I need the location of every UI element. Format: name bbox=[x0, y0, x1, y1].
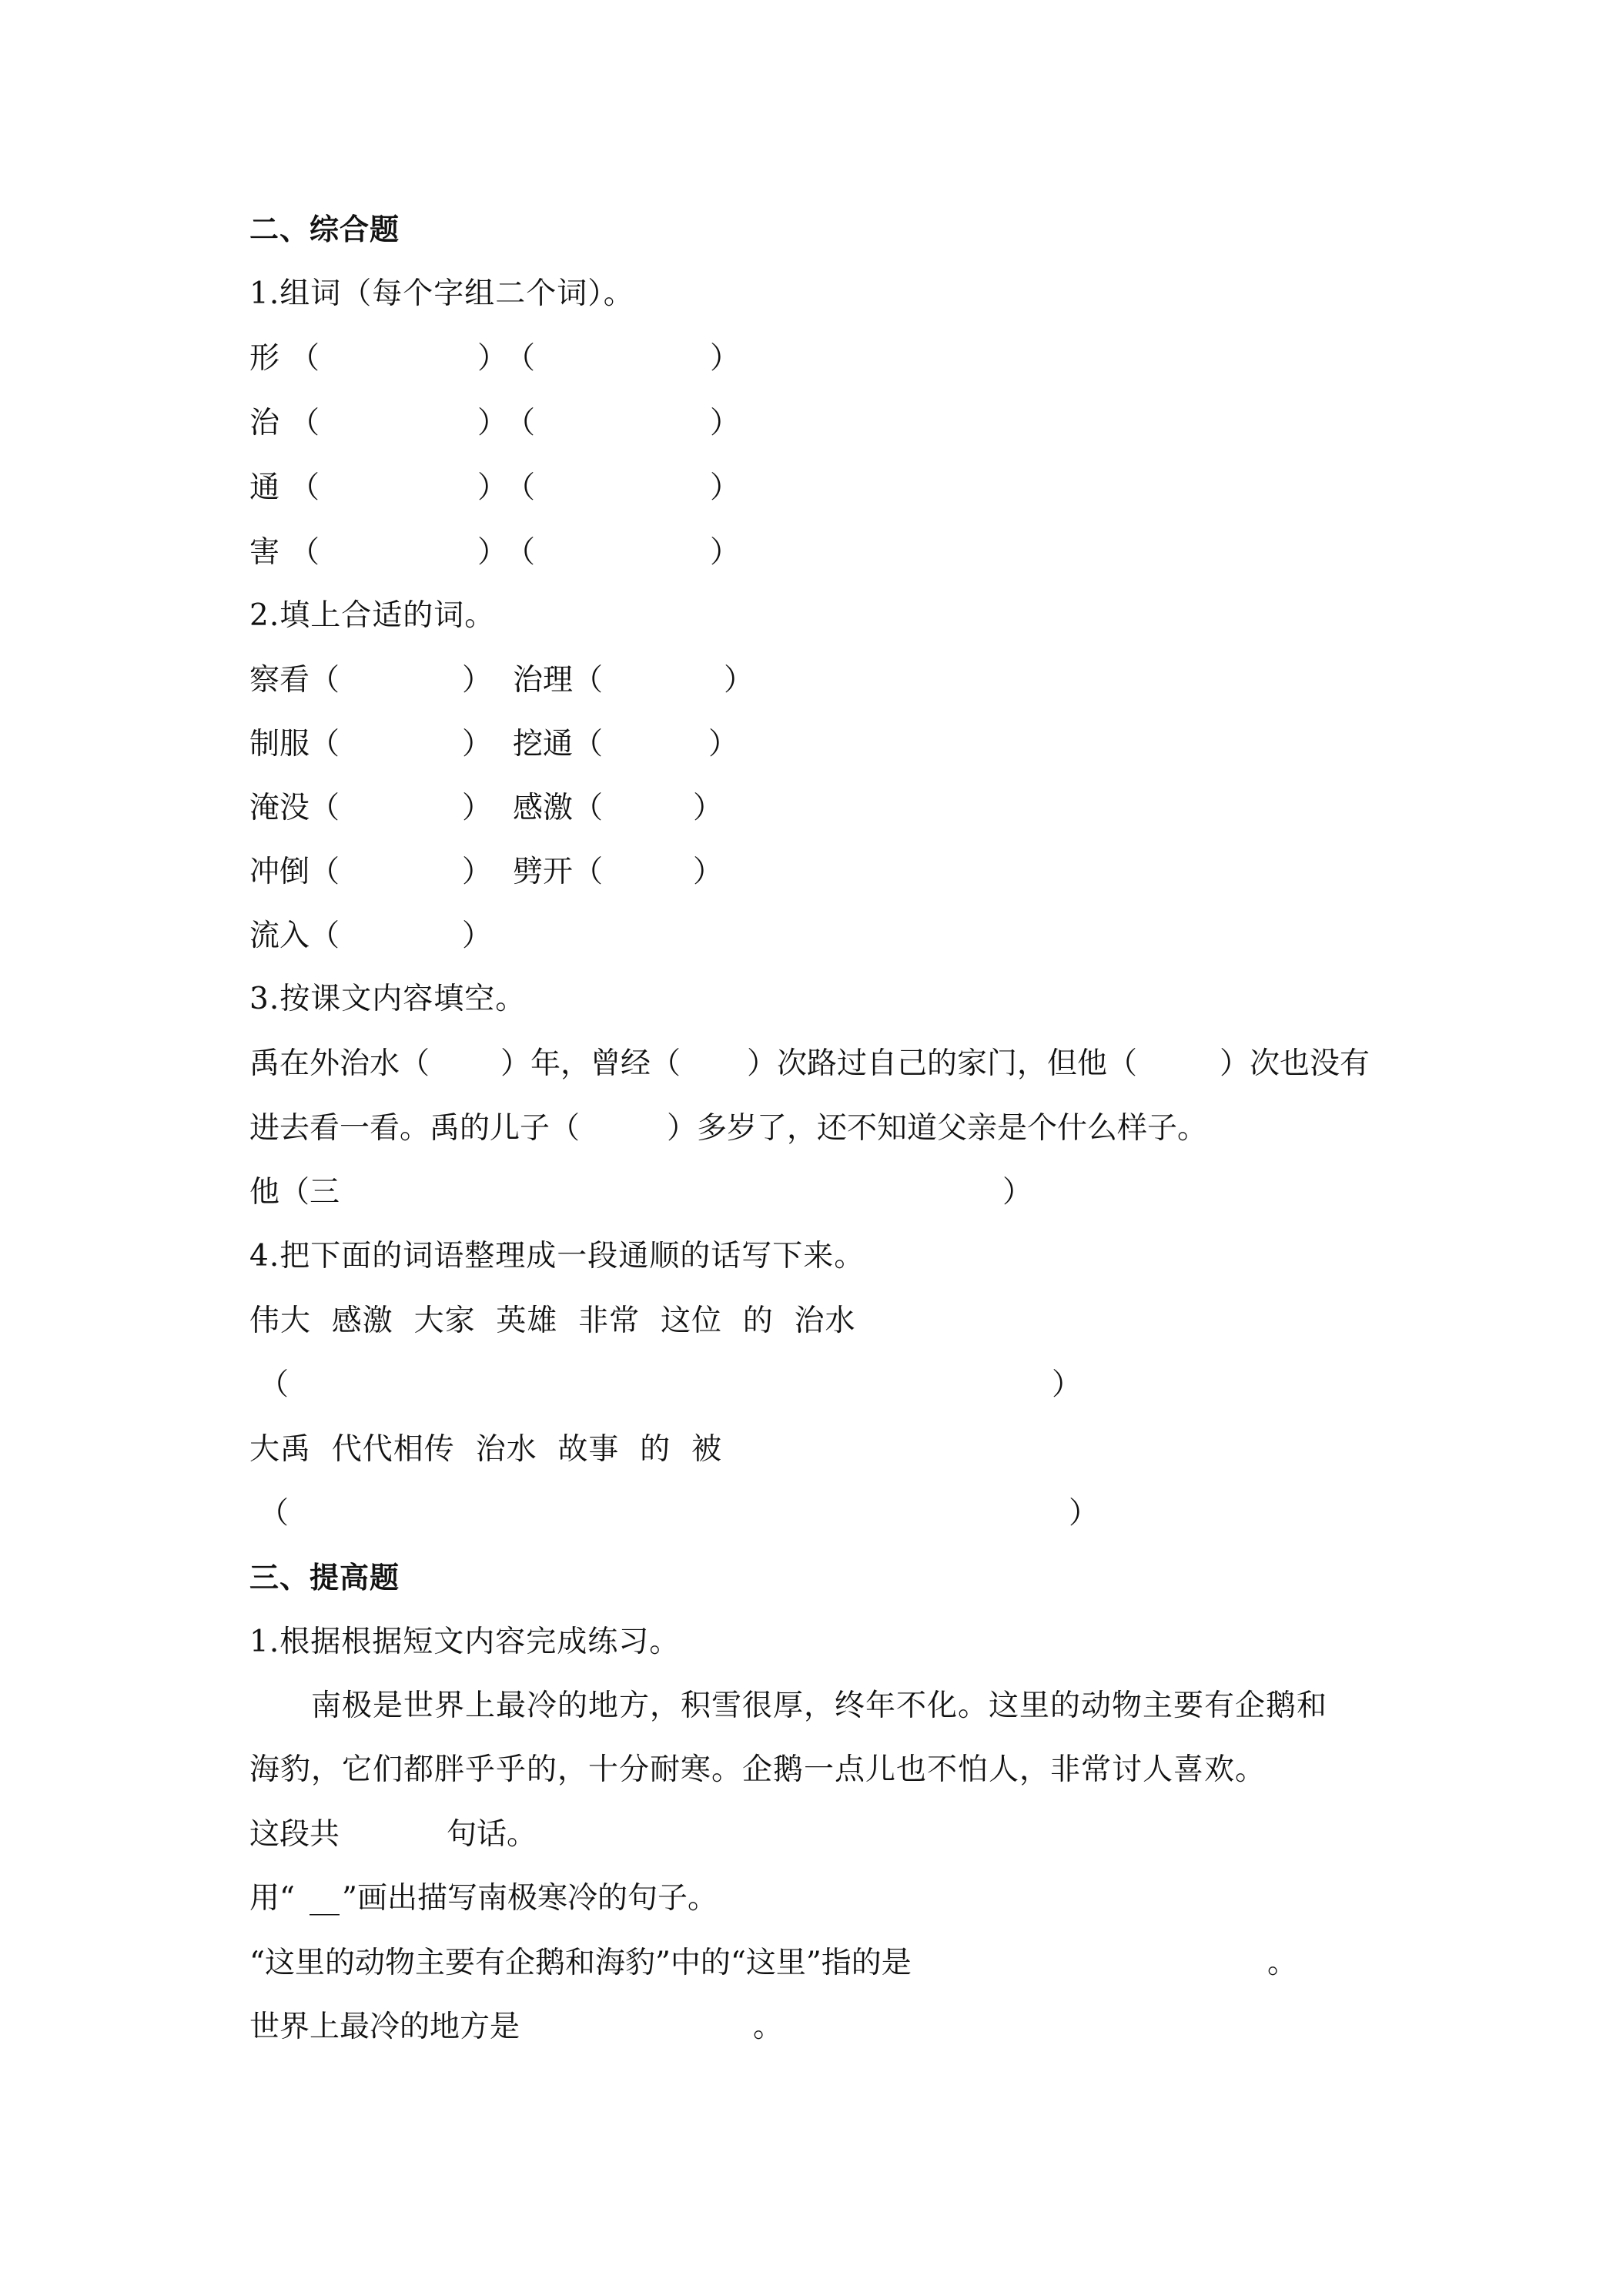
bracket-close: ） bbox=[710, 406, 741, 440]
question-prompt: 2.填上合适的词。 bbox=[249, 598, 496, 633]
answer-blank bbox=[249, 1494, 1404, 1534]
bracket-open: （ bbox=[505, 341, 536, 376]
bracket-open: （ bbox=[259, 1367, 289, 1402]
text-segment: 这段共 bbox=[249, 1817, 340, 1852]
char: 通 bbox=[249, 470, 280, 505]
text-segment: 世界上最冷的地方是 bbox=[249, 2010, 520, 2044]
bracket-open: （ bbox=[289, 406, 320, 440]
word-list: 大禹 代代相传 治水 故事 的 被 bbox=[249, 1432, 722, 1467]
text-segment: 禹在外治水（ bbox=[249, 1046, 430, 1081]
text-segment: 用“ bbox=[249, 1881, 295, 1916]
text-segment: 。 bbox=[1267, 1946, 1298, 1980]
word-group-row bbox=[249, 403, 788, 443]
word-prompt: 淹没（ bbox=[249, 791, 340, 825]
char: 治 bbox=[249, 406, 280, 440]
word-group-row bbox=[249, 339, 788, 379]
question-prompt: 1.组词（每个字组二个词）。 bbox=[249, 276, 634, 311]
word-list: 伟大 感激 大家 英雄 非常 这位 的 治水 bbox=[249, 1304, 856, 1338]
bracket-close: ） bbox=[724, 663, 755, 698]
bracket-close: ） bbox=[462, 791, 493, 825]
text-segment: ）年，曾经（ bbox=[500, 1046, 681, 1081]
word-group-row bbox=[249, 468, 788, 508]
bracket-close: ） bbox=[1002, 1175, 1033, 1210]
fill-word-row bbox=[249, 661, 788, 701]
bracket-close: ） bbox=[462, 727, 493, 761]
word-group-row bbox=[249, 533, 788, 573]
text-segment: “这里的动物主要有企鹅和海豹”中的“这里”指的是 bbox=[249, 1946, 912, 1980]
bracket-close: ） bbox=[710, 535, 741, 570]
bracket-close: ） bbox=[710, 470, 741, 505]
fill-word-row bbox=[249, 852, 788, 892]
bracket-close: ） bbox=[477, 341, 508, 376]
bracket-close: ） bbox=[477, 535, 508, 570]
bracket-close: ） bbox=[477, 406, 508, 440]
fill-blank-line bbox=[249, 1173, 1404, 1213]
passage-line: 海豹，它们都胖乎乎的，十分耐寒。企鹅一点儿也不怕人，非常讨人喜欢。 bbox=[249, 1752, 1267, 1787]
question-prompt: 4.把下面的词语整理成一段通顺的话写下来。 bbox=[249, 1239, 865, 1274]
bracket-close: ） bbox=[693, 791, 724, 825]
task-line bbox=[249, 1815, 1404, 1855]
bracket-close: ） bbox=[708, 727, 739, 761]
char: 形 bbox=[249, 341, 280, 376]
bracket-open: （ bbox=[289, 535, 320, 570]
task-line bbox=[249, 1879, 1404, 1919]
fill-blank-line bbox=[249, 1044, 1404, 1084]
fill-word-row bbox=[249, 725, 788, 765]
bracket-open: （ bbox=[289, 470, 320, 505]
bracket-close: ） bbox=[477, 470, 508, 505]
bracket-open: （ bbox=[289, 341, 320, 376]
bracket-close: ） bbox=[462, 855, 493, 889]
bracket-close: ） bbox=[693, 855, 724, 889]
underline-symbol: __ bbox=[310, 1881, 340, 1916]
text-segment: 。 bbox=[753, 2010, 784, 2044]
word-prompt: 制服（ bbox=[249, 727, 340, 761]
word-prompt: 治理（ bbox=[513, 663, 604, 698]
bracket-close: ） bbox=[1052, 1367, 1083, 1402]
bracket-close: ） bbox=[710, 341, 741, 376]
word-prompt: 流入（ bbox=[249, 919, 340, 953]
bracket-close: ） bbox=[1069, 1496, 1099, 1531]
bracket-open: （ bbox=[505, 406, 536, 440]
answer-blank bbox=[249, 1365, 1404, 1405]
text-segment: 进去看一看。禹的儿子（ bbox=[249, 1111, 581, 1146]
section-title: 二、综合题 bbox=[249, 213, 400, 246]
bracket-open: （ bbox=[259, 1496, 289, 1531]
bracket-close: ） bbox=[462, 919, 493, 953]
char: 害 bbox=[249, 535, 280, 570]
fill-word-row bbox=[249, 788, 788, 828]
fill-blank-line bbox=[249, 1109, 1404, 1149]
task-line bbox=[249, 1943, 1404, 1983]
bracket-open: （ bbox=[505, 470, 536, 505]
text-segment: 他（三 bbox=[249, 1175, 340, 1210]
word-prompt: 察看（ bbox=[249, 663, 340, 698]
text-segment: ）次路过自己的家门，但他（ bbox=[747, 1046, 1138, 1081]
bracket-close: ） bbox=[462, 663, 493, 698]
word-prompt: 挖通（ bbox=[513, 727, 604, 761]
passage-line: 南极是世界上最冷的地方，积雪很厚，终年不化。这里的动物主要有企鹅和 bbox=[311, 1689, 1328, 1723]
word-prompt: 感激（ bbox=[513, 791, 604, 825]
text-segment: 句话。 bbox=[447, 1817, 537, 1852]
fill-word-row bbox=[249, 916, 788, 956]
question-prompt: 3.按课文内容填空。 bbox=[249, 982, 527, 1016]
question-prompt: 1.根据根据短文内容完成练习。 bbox=[249, 1625, 681, 1659]
word-prompt: 劈开（ bbox=[513, 855, 604, 889]
text-segment: ）多岁了，还不知道父亲是个什么样子。 bbox=[667, 1111, 1208, 1146]
task-line bbox=[249, 2007, 1404, 2047]
text-segment: ”画出描写南极寒冷的句子。 bbox=[342, 1881, 718, 1916]
section-title: 三、提高题 bbox=[249, 1561, 400, 1595]
text-segment: ）次也没有 bbox=[1220, 1046, 1370, 1081]
bracket-open: （ bbox=[505, 535, 536, 570]
word-prompt: 冲倒（ bbox=[249, 855, 340, 889]
